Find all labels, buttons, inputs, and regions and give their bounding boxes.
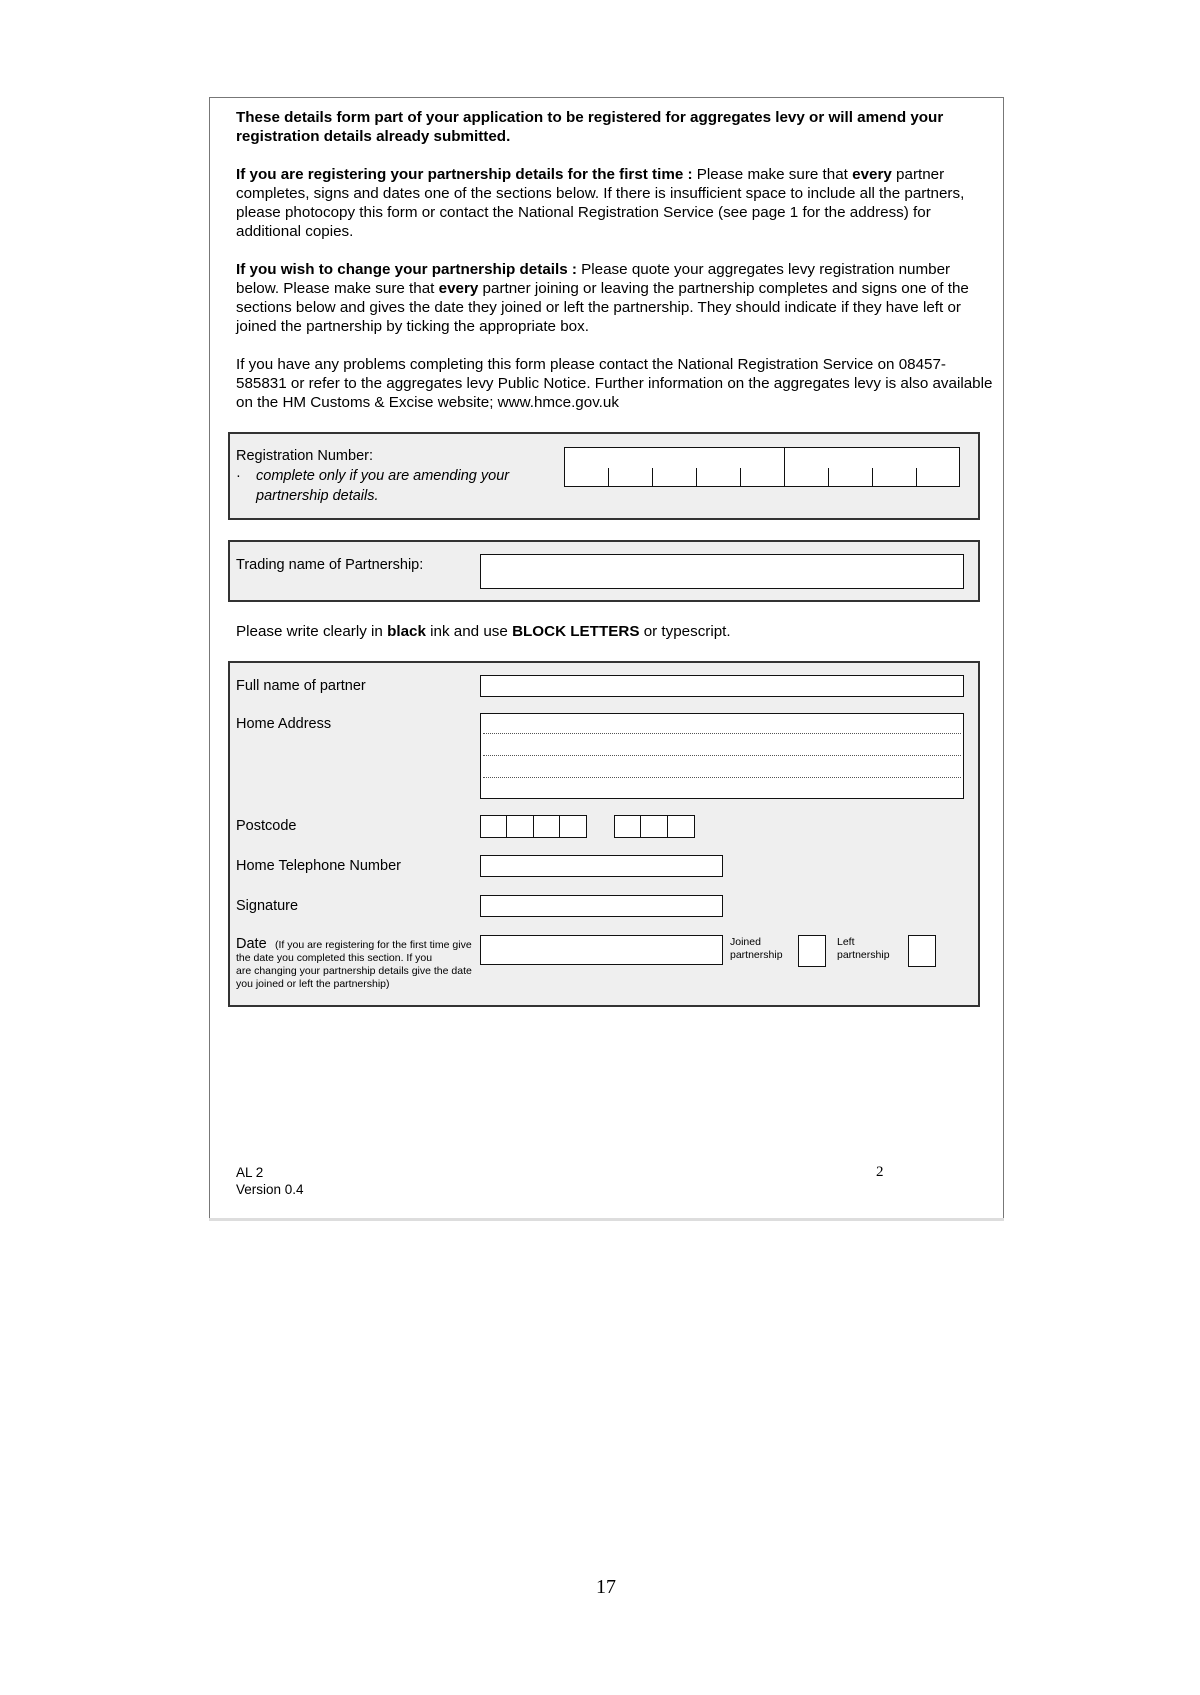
home-telephone-input[interactable] — [480, 855, 723, 877]
registration-panel — [228, 432, 980, 520]
intro-p1-text: These details form part of your application to be registered for aggregates levy or will amend your registration details already submitted. — [236, 109, 944, 145]
p3-text-a: Please quote your aggregates levy registration number below. Please make sure that — [236, 261, 951, 297]
registration-note-1: complete only if you are amending your — [256, 468, 510, 484]
form-code: AL 2 — [236, 1165, 264, 1180]
date-input[interactable] — [480, 935, 723, 965]
instruction-block-letters: BLOCK LETTERS — [512, 623, 640, 640]
p2-heading: If you are registering your partnership details for the first time : — [236, 166, 693, 183]
date-note-3: are changing your partnership details give the date — [236, 965, 472, 977]
trading-name-label: Trading name of Partnership: — [236, 557, 424, 573]
full-name-label: Full name of partner — [236, 678, 366, 694]
home-address-label: Home Address — [236, 716, 332, 732]
registration-label: Registration Number: — [236, 448, 373, 464]
date-note-1: (If you are registering for the first time give — [275, 939, 472, 951]
instruction-c: or typescript. — [639, 623, 731, 640]
p3-text-b: partner joining or leaving the partnership completes and signs one of the sections below and gives the date they joined or left the partnership. They should indicate if they have left or joined the partnership by ticking the appropriate box. — [236, 280, 969, 335]
date-note-4: you joined or left the partnership) — [236, 978, 390, 990]
registration-note-2: partnership details. — [256, 488, 379, 504]
instruction-black: black — [387, 623, 426, 640]
signature-input[interactable] — [480, 895, 723, 917]
registration-bullet: · — [236, 468, 241, 484]
signature-label: Signature — [236, 898, 299, 914]
frame-shadow — [209, 1218, 1004, 1221]
left-label-1: Left — [837, 936, 855, 948]
postcode-inward-input[interactable] — [615, 815, 695, 838]
home-address-input[interactable] — [480, 713, 964, 799]
intro-paragraph-4 — [236, 355, 996, 412]
intro-paragraph-2 — [236, 165, 996, 241]
trading-name-input[interactable] — [480, 554, 964, 589]
home-telephone-label: Home Telephone Number — [236, 858, 401, 874]
joined-partnership-checkbox[interactable] — [798, 935, 826, 967]
p3-heading: If you wish to change your partnership details : — [236, 261, 577, 278]
full-name-input[interactable] — [480, 675, 964, 697]
p3-every: every — [438, 280, 479, 297]
form-version: Version 0.4 — [236, 1182, 304, 1197]
p2-text-b: partner completes, signs and dates one of the sections below. If there is insufficient space to include all the partners, please photocopy this form or contact the National Registration Service (see page 1 for the address) for additional copies. — [236, 166, 965, 240]
intro-paragraph-1 — [236, 108, 996, 146]
page-number: 17 — [596, 1576, 616, 1598]
p2-every: every — [852, 166, 892, 183]
trading-name-panel — [228, 540, 980, 602]
partner-details-panel — [228, 661, 980, 1007]
postcode-outward-input[interactable] — [481, 815, 587, 838]
joined-label-1: Joined — [730, 936, 761, 948]
joined-label-2: partnership — [730, 949, 783, 961]
instruction-b: ink and use — [425, 623, 513, 640]
left-partnership-checkbox[interactable] — [908, 935, 936, 967]
registration-number-input[interactable] — [564, 447, 960, 487]
date-label: Date — [236, 936, 267, 952]
block-letters-instruction — [236, 622, 996, 641]
left-label-2: partnership — [837, 949, 890, 961]
date-note-2: the date you completed this section. If you — [236, 952, 433, 964]
postcode-label: Postcode — [236, 818, 297, 834]
p4-text: If you have any problems completing this form please contact the National Registration Service on 08457-585831 or refer to the aggregates levy Public Notice. Further information on the aggregates levy is also available on the HM Customs & Excise website; www.hmce.gov.uk — [236, 356, 993, 411]
intro-paragraph-3 — [236, 260, 996, 336]
p2-text-a: Please make sure that — [692, 166, 853, 183]
instruction-a: Please write clearly in — [236, 623, 388, 640]
inner-page-number: 2 — [876, 1164, 884, 1180]
